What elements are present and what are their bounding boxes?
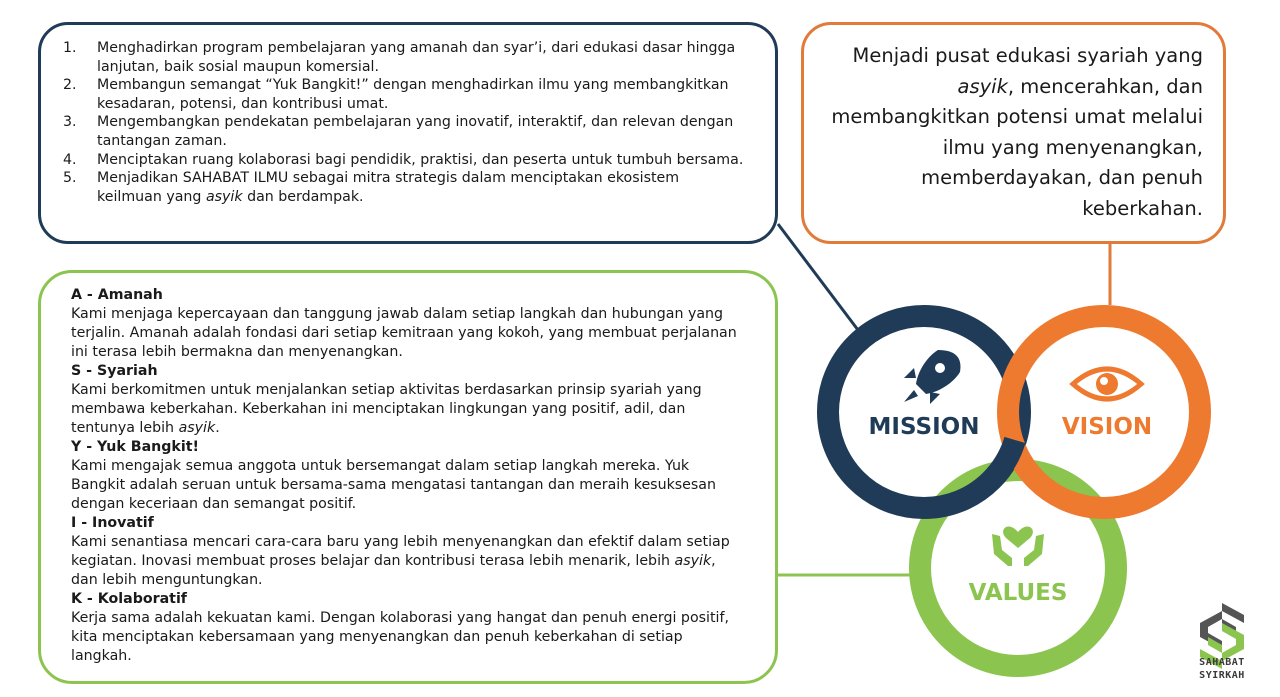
values-label: VALUES <box>968 580 1068 606</box>
value-body: Kami berkomitmen untuk menjalankan setiap aktivitas berdasarkan prinsip syariah yang membawa keberkahan. Keberkahan ini menciptakan lingkungan yang positif, adil, dan tentunya lebih asyik. <box>71 382 702 436</box>
value-item <box>71 590 745 666</box>
value-body: Kami menjaga kepercayaan dan tanggung jawab dalam setiap langkah dan hubungan yang terjalin. Amanah adalah fondasi dari setiap kemitraan yang kokoh, yang membuat perjalanan ini terasa lebih bermakna dan menyenangkan. <box>71 306 737 360</box>
mission-list <box>63 39 745 206</box>
values-box <box>38 270 778 684</box>
value-title: Y - Yuk Bangkit! <box>71 439 199 455</box>
logo-text-line2: SYIRKAH <box>1199 670 1245 681</box>
vision-label: VISION <box>1061 414 1153 440</box>
value-title: A - Amanah <box>71 287 163 303</box>
vision-box <box>801 22 1226 244</box>
mission-item: 1. Menghadirkan program pembelajaran yang amanah dan syar’i, dari edukasi dasar hingga lanjutan, baik sosial maupun komersial. <box>63 40 736 75</box>
value-body: Kerja sama adalah kekuatan kami. Dengan kolaborasi yang hangat dan penuh energi positif, kita menciptakan kebersamaan yang menyenangkan dan penuh keberkahan di setiap langkah. <box>71 610 729 664</box>
value-item <box>71 286 745 362</box>
vision-circle <box>1008 316 1200 508</box>
value-item <box>71 514 745 590</box>
mission-item: 4. Menciptakan ruang kolaborasi bagi pendidik, praktisi, dan peserta untuk tumbuh bersama. <box>63 151 744 168</box>
value-title: K - Kolaboratif <box>71 591 187 607</box>
mission-item: 5. Menjadikan SAHABAT ILMU sebagai mitra strategis dalam menciptakan ekosistem keilmuan yang asyik dan berdampak. <box>63 170 680 205</box>
mission-box <box>38 22 778 244</box>
mission-item: 3. Mengembangkan pendekatan pembelajaran yang inovatif, interaktif, dan relevan dengan tantangan zaman. <box>63 114 734 149</box>
vision-statement: Menjadi pusat edukasi syariah yang asyik, mencerahkan, dan membangkitkan potensi umat melalui ilmu yang menyenangkan, memberdayakan, dan penuh keberkahan. <box>831 44 1203 220</box>
value-item <box>71 438 745 514</box>
value-title: S - Syariah <box>71 363 158 379</box>
logo-text-line1: SAHABAT <box>1199 657 1245 668</box>
eye-icon <box>1073 369 1141 399</box>
mission-circle-overlap <box>960 440 1015 501</box>
value-body: Kami mengajak semua anggota untuk bersemangat dalam setiap langkah mereka. Yuk Bangkit adalah seruan untuk bersama-sama mengatasi tantangan dan meraih kesuksesan dengan keceriaan dan semangat positif. <box>71 458 716 512</box>
value-item <box>71 362 745 438</box>
mission-item: 2. Membangun semangat “Yuk Bangkit!” dengan menghadirkan ilmu yang membangkitkan kesadaran, potensi, dan kontribusi umat. <box>63 77 729 112</box>
value-body: Kami senantiasa mencari cara-cara baru yang lebih menyenangkan dan efektif dalam setiap kegiatan. Inovasi membuat proses belajar dan kontribusi terasa lebih menarik, lebih asyik, dan lebih menguntungkan. <box>71 534 730 588</box>
value-title: I - Inovatif <box>71 515 154 531</box>
heart-hands-icon <box>992 526 1044 566</box>
rocket-icon <box>904 350 960 404</box>
mission-label: MISSION <box>868 414 980 440</box>
